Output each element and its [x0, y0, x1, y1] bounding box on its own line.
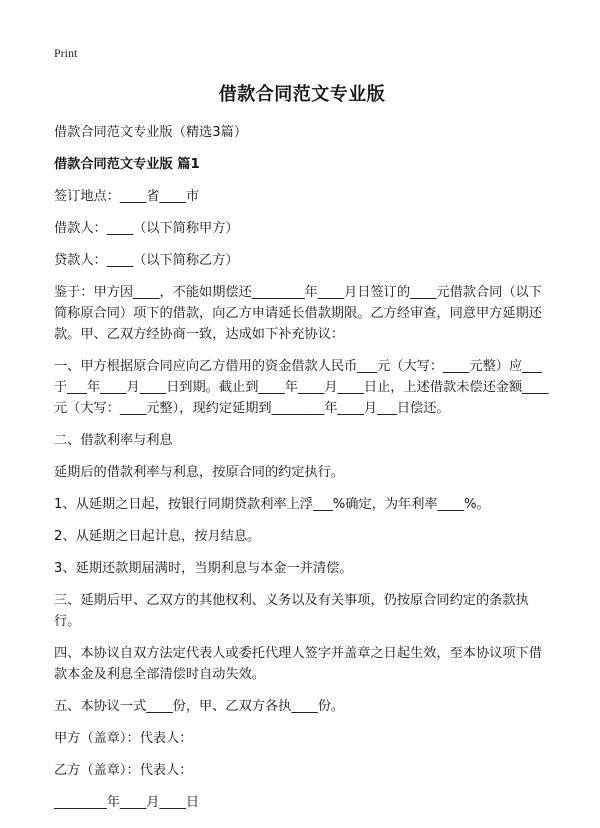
- paragraph-list: [54, 122, 550, 813]
- paragraph: 借款人：____（以下简称甲方）: [54, 221, 239, 236]
- paragraph: 2、从延期之日起计息，按月结息。: [54, 529, 261, 544]
- paragraph: 延期后的借款利率与利息，按原合同的约定执行。: [54, 465, 345, 480]
- paragraph: 三、延期后甲、乙双方的其他权利、义务以及有关事项，仍按原合同约定的条款执行。: [54, 593, 529, 629]
- paragraph: 一、甲方根据原合同应向乙方借用的资金借款人民币___元（大写：____元整）应___于___年____月____日到期。截止到____年____月____日止，上述借款未偿还金额____元（大写：____元整），现约定延期到________年____月___日偿还。: [54, 359, 549, 416]
- paragraph: ________年____月____日: [54, 795, 200, 810]
- print-link[interactable]: Print: [54, 46, 78, 60]
- paragraph: 贷款人：____（以下简称乙方）: [54, 253, 239, 268]
- document-body: [54, 80, 550, 824]
- paragraph: 借款合同范文专业版（精选3篇）: [54, 125, 248, 140]
- paragraph: 3、延期还款期届满时，当期利息与本金一并清偿。: [54, 561, 353, 576]
- paragraph: 四、本协议自双方法定代表人或委托代理人签字并盖章之日起生效，至本协议项下借款本金及利息全部清偿时自动失效。: [54, 646, 542, 682]
- paragraph: 五、本协议一式____份，甲、乙双方各执____份。: [54, 699, 345, 714]
- paragraph: 二、借款利率与利息: [54, 433, 173, 448]
- paragraph: 乙方（盖章）：代表人：: [54, 763, 193, 778]
- paragraph: 鉴于：甲方因____，不能如期偿还________年____月日签订的____元借款合同（以下简称原合同）项下的借款，向乙方申请延长借款期限。乙方经审查，同意甲方延期还款。甲、乙双方经协商一致，达成如下补充协议：: [54, 285, 542, 342]
- paragraph: 1、从延期之日起，按银行同期贷款利率上浮___%确定，为年利率____%。: [54, 497, 490, 512]
- paragraph: 签订地点：____省____市: [54, 189, 200, 204]
- document-title: 借款合同范文专业版: [218, 84, 386, 105]
- section-heading: 借款合同范文专业版 篇1: [54, 157, 200, 172]
- paragraph: 甲方（盖章）：代表人：: [54, 731, 193, 746]
